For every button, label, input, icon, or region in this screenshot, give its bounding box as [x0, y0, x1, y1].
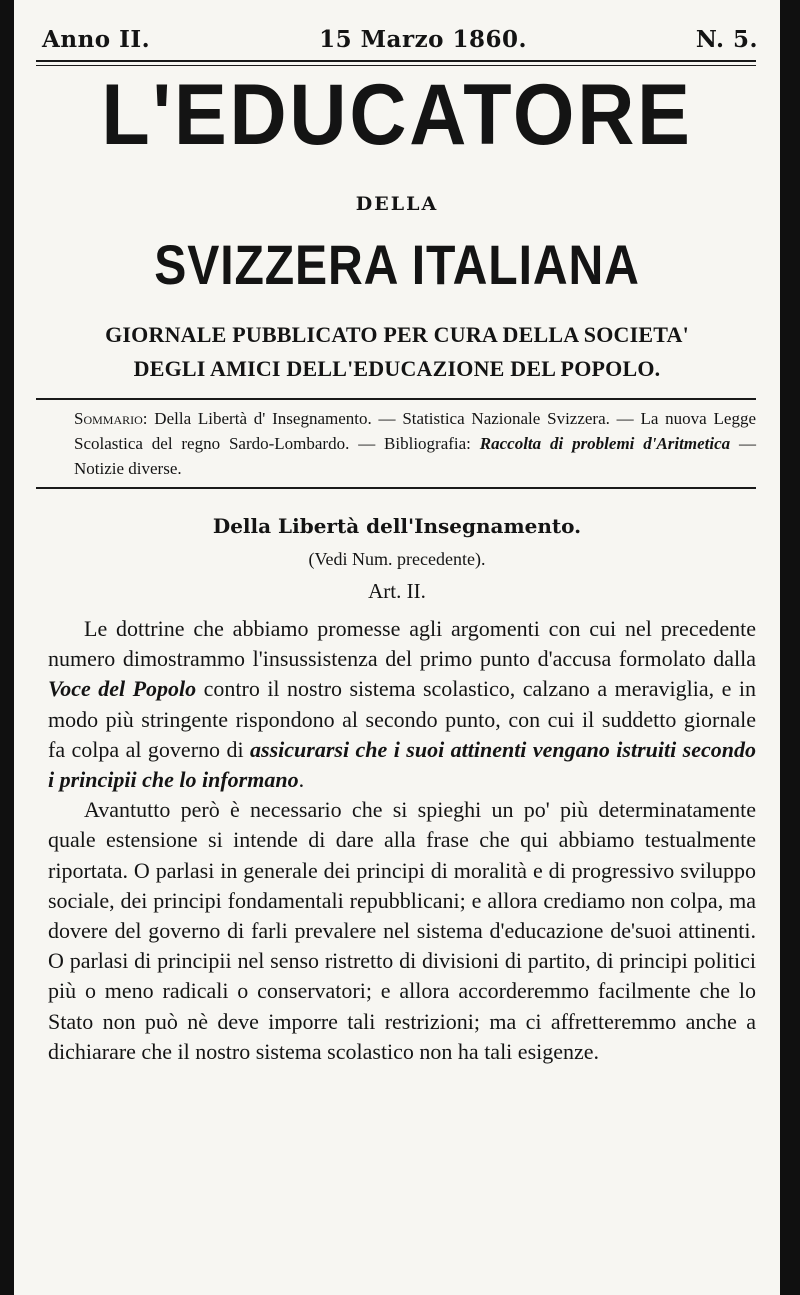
- article-heading: Della Libertà dell'Insegnamento.: [212, 514, 582, 538]
- masthead-della: DELLA: [355, 193, 439, 215]
- issue-date: 15 Marzo 1860.: [319, 26, 528, 53]
- summary-lead: Sommario: [74, 409, 143, 428]
- summary-text-b: — Notizie diverse.: [74, 434, 756, 478]
- summary-top-rule: [36, 398, 756, 400]
- top-rule: [36, 60, 756, 62]
- article-note: (Vedi Num. precedente).: [308, 549, 486, 569]
- issue-year: Anno II.: [42, 26, 151, 53]
- summary-block: [74, 406, 756, 481]
- p1-text-b: contro il nostro sistema scolastico, calzano a meraviglia, e in modo più stringente rispondono al secondo punto, con cui il suddetto giornale fa colpa al governo di: [48, 676, 756, 762]
- newspaper-page: [14, 0, 780, 1295]
- article-body: [48, 614, 756, 1067]
- masthead-subtitle: SVIZZERA ITALIANA: [154, 233, 640, 296]
- publication-line-2: DEGLI AMICI DELL'EDUCAZIONE DEL POPOLO.: [133, 356, 661, 381]
- article-part: Art. II.: [368, 579, 426, 603]
- summary-text-a: : Della Libertà d' Insegnamento. — Statistica Nazionale Svizzera. — La nuova Legge Scolastica del regno Sardo-Lombardo. — Bibliografia:: [74, 409, 756, 453]
- paragraph-1: [48, 614, 756, 795]
- p1-text-a: Le dottrine che abbiamo promesse agli argomenti con cui nel precedente numero dimostrammo l'insussistenza del primo punto d'accusa formolato dalla: [48, 616, 756, 672]
- issue-number: N. 5.: [695, 26, 758, 53]
- p1-italic-1: Voce del Popolo: [48, 676, 197, 702]
- p1-italic-2: assicurarsi che i suoi attinenti vengano istruiti secondo i principii che lo informano: [48, 736, 756, 793]
- publication-line-1: GIORNALE PUBBLICATO PER CURA DELLA SOCIETA': [105, 322, 689, 347]
- masthead-title: L'EDUCATORE: [101, 67, 693, 163]
- paragraph-2: Avantutto però è necessario che si spieghi un po' più determinatamente quale estensione si intende di dare alla frase che qui abbiamo testualmente riportata. O parlasi in generale dei principi di moralità e di progressivo sviluppo sociale, dei principi fondamentali repubblicani; e allora crediamo non colpa, ma dovere del governo di farli prevalere nel sistema d'educazione de'suoi attinenti. O parlasi di principii nel senso ristretto di divisioni di partito, di principi politici più o meno radicali o conservatori; e allora accorderemmo facilmente che lo Stato non può nè deve imporre tali restrizioni; ma ci affretteremmo anche a dichiarare che il nostro sistema scolastico non ha tali esigenze.: [48, 797, 756, 1064]
- summary-bottom-rule: [36, 487, 756, 489]
- p1-text-c: .: [298, 767, 305, 793]
- scan-edge: [780, 0, 800, 1295]
- issue-info-row: [42, 26, 758, 53]
- summary-italic: Raccolta di problemi d'Aritmetica: [479, 434, 731, 453]
